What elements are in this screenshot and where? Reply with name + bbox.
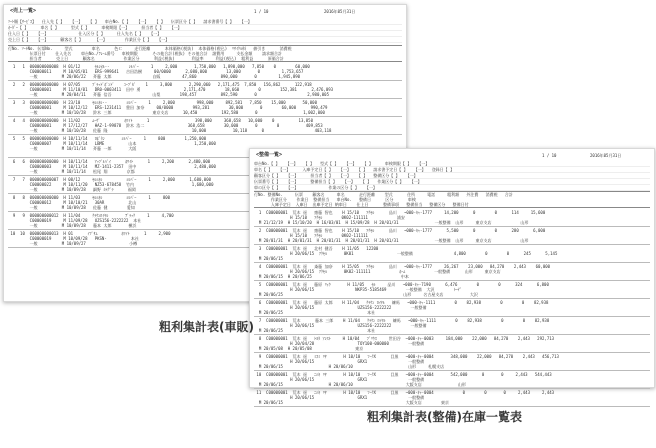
filter-field: 作業の区分【 】 bbox=[328, 185, 359, 190]
table-row bbox=[254, 281, 650, 299]
row-line: H 20/06/15 UZS156-2222222 一般整備 bbox=[254, 323, 427, 328]
row-line: 3 C00000001 荒木 遥 北村 健吾 H 11/05 12200 bbox=[254, 246, 388, 251]
row-line: C00000022 M 10/11/20 NZ53-678458 竹内 1,680,000 bbox=[8, 182, 214, 187]
filter-field: 【一】 bbox=[36, 31, 49, 36]
filter-field: 【一】 bbox=[278, 167, 291, 172]
row-line: H 20/06/15 GRX1 一般整備 bbox=[254, 377, 425, 382]
sales-report-caption: 粗利集計表(車販) bbox=[159, 320, 254, 334]
filter-field: 【 】 bbox=[360, 179, 372, 184]
filter-field: 【 】 bbox=[356, 173, 368, 178]
filter-field: 【一】 bbox=[169, 25, 182, 30]
filter-field: 【一】 bbox=[342, 179, 355, 184]
row-line: 4 C00000001 荒木 遥 斎藤 加奈 H 15/05 ｱｸｾﾙ 品川 ~000-ｷｬ-1777 26,267 23,000 84,270 2,443 60,000 bbox=[254, 264, 551, 269]
row-line: C00000001 M 10/12/12 ERS-1231411 豊田 加奈 00/0000 993,281 30,000 0 60,000 990,479 bbox=[8, 105, 328, 110]
filter-field: 請求書予定日【 】 bbox=[373, 167, 408, 172]
filter-row bbox=[8, 37, 402, 43]
filter-field: 【一】 bbox=[136, 19, 149, 24]
row-line: 9 9 000000000012 H 11/04 ｸﾗｳﾝﾛｲﾔﾙ ﾌﾞﾗｯｸ 1 4,700 bbox=[8, 213, 174, 218]
filter-field: 車台No.【 】 bbox=[254, 161, 280, 166]
row-line: 7 C00000001 荒木 藤本 三郎 H 11/04 ｸﾗｳﾝ ﾛｲﾔﾙ 練馬 ~000-ｷｬ-1111 0 82,938 0 0 82,938 bbox=[254, 318, 550, 323]
row-line: C00000012 M 10/10/21 30AR 北山 bbox=[8, 200, 137, 205]
service-report-date: 2016年05月31日 bbox=[590, 153, 622, 158]
row-line: H 20/06/15 UZS156-2222222 一般整備 bbox=[254, 305, 427, 310]
row-line: H 15/10 ｱｸｾﾙ 0K02-111111 bbox=[254, 233, 539, 238]
filter-field: 【一】 bbox=[409, 179, 422, 184]
row-line: C00000003 M 10/11/14 MZ-1411-2357 田中 2,480,000 bbox=[8, 164, 216, 169]
row-line: 1 1 000000000008 H 01/12 ｾﾙｼｵﾙ-- ｼﾙﾊﾞｰ 1 2,000 1,750,000 1,890,000 7,850 0 60,000 bbox=[8, 64, 310, 69]
row-line: C00000011 M 10/05/01 ERS-999641 吉田浩樹 00/0000 2,080,000 13,000 0 1,753,657 bbox=[8, 69, 304, 74]
row-line: 11 C00000001 荒木 遥 ﾆｼｷ ﾘｻ H 10/10 ﾏｰｸX 目黒 ~000-ｷｬ-0004 0 0 0 2,443 2,443 bbox=[254, 390, 555, 395]
service-report-caption: 粗利集計表(整備)在庫一覧表 bbox=[367, 410, 522, 424]
row-line: 8 8 000000000000 H 11/03 ｾﾙｼｵﾙ ｼﾙﾊﾞｰ 1 800 bbox=[8, 195, 171, 200]
row-line: 一般 M 10/10/28 鈴木 三郎 東京支店 10,450 192,580 0 1,002,000 bbox=[8, 110, 325, 115]
filter-field: 担当者【 】 bbox=[141, 25, 164, 30]
filter-field: 【一】 bbox=[36, 37, 49, 42]
row-line: 一般 M 10/09/28 細野 ｶﾒｸﾞﾗ 福岡 bbox=[8, 187, 136, 192]
row-line: 一般 M 20/06/22 斉藤 太郎 自販 47,860 890,000 0 1,945,890 bbox=[8, 74, 301, 79]
row-line: 1 C00000001 荒木 遥 齋藤 智也 H 15/10 ｱｸｾﾙ 品川 ~000-ｷｬ-1777 14,200 0 0 114 15,600 bbox=[254, 210, 546, 215]
service-report-title: <整備一覧> bbox=[256, 152, 283, 158]
filter-field: 【一】 bbox=[157, 37, 170, 42]
filter-field: 【 】 bbox=[154, 19, 165, 24]
filter-field: 仕入先名【 】 bbox=[116, 31, 144, 36]
row-line: 2 C00000001 荒木 遥 齋藤 智也 H 15/10 ｱｸｾﾙ 品川 ~000-ｷｬ-1777 5,500 0 0 280 6,000 bbox=[254, 228, 546, 233]
row-line: M 20/06/15 H 20/06/10 大阪支店 山形 bbox=[254, 382, 466, 387]
row-line: C00000007 M 10/11/14 LBME 山本 1,250,000 bbox=[8, 141, 216, 146]
row-line: 5 C00000001 荒木 遥 藤原 ﾘｭｳ H 11/05 ｾﾙ 品川 ~000-ｷｬ-7190 6,476 0 0 324 6,800 bbox=[254, 282, 549, 287]
row-line: H 20/06/15 ｱｸｾﾙ 0K01 一般整備 4,800 0 0 245 5,145 bbox=[254, 251, 558, 256]
row-line: M 20/05/08 H 20/05/08 東京 bbox=[254, 346, 364, 351]
sales-report-page-number: 1 / 10 bbox=[254, 9, 269, 14]
filter-field: 車検期限【一】 bbox=[101, 25, 130, 30]
filter-field: 【一】 bbox=[417, 161, 430, 166]
filter-field: 仕入先【 】 bbox=[42, 19, 65, 24]
filter-field: 型式【 】 bbox=[320, 161, 339, 166]
filter-field: 整備担当【 】 bbox=[310, 179, 337, 184]
filter-field: 【 】 bbox=[356, 167, 368, 172]
filter-field: 仕入区分【 】 bbox=[78, 31, 105, 36]
table-row bbox=[254, 299, 650, 317]
column-header-line: 作業区分 作業日 整備担当 車台No. 整備日 区分 車検 bbox=[254, 197, 508, 202]
row-line: M 20/06/15 bbox=[254, 256, 283, 261]
filter-field: 伝票区分【 】 bbox=[170, 19, 198, 24]
filter-field: 【一】 bbox=[286, 173, 299, 178]
row-line: M 20/06/15 H 20/06/25 中本 bbox=[254, 274, 409, 279]
table-row bbox=[254, 227, 650, 245]
row-line: 一般 M 10/11/14 斉藤 一郎 大阪 bbox=[8, 146, 156, 151]
row-line: M 20/06/25 山形 名古屋支店 大沢 bbox=[254, 292, 478, 297]
filter-field: 入庫予定日【 】 bbox=[302, 167, 333, 172]
row-line: H 20/04/28 TOY100-000000 一般整備 bbox=[254, 341, 425, 346]
row-line: M 20/06/25 本社 bbox=[254, 328, 376, 333]
table-row bbox=[254, 245, 650, 263]
filter-field: 【一】 bbox=[338, 167, 351, 172]
service-report-sheet bbox=[249, 148, 655, 405]
filter-field: ｵｰﾀﾞｰ【 】 bbox=[8, 25, 29, 30]
row-line: H 20/06/15 ｱｸｾﾙ 0K02-111111 ﾎｰﾑ 一般整備 山形 東京支店 bbox=[254, 269, 501, 274]
column-header-line: 行No. 整備No. 伝票 顧客名 車名 走行距離 型式 住所 電話 粗利額 外注費 消費税 合計 bbox=[254, 192, 513, 197]
table-row bbox=[254, 209, 650, 227]
filter-field: 【一】 bbox=[285, 161, 298, 166]
filter-field: 車検期限【 】 bbox=[384, 161, 412, 166]
filter-field: 車名【 】 bbox=[40, 25, 59, 30]
filter-field: 型式【 】 bbox=[70, 25, 90, 30]
service-report-page-number: 1 / 10 bbox=[542, 153, 557, 158]
table-row bbox=[8, 117, 402, 135]
row-line: M 20/01/31 H 20/01/31 H 20/01/31 H 20/01/31 H 20/01/31 一般整備 山形 東京支店 山形 bbox=[254, 238, 529, 243]
filter-field: 登録日【 】 bbox=[431, 167, 455, 172]
row-line: M 20/06/25 本社 bbox=[254, 310, 376, 315]
filter-field: 【一】 bbox=[94, 37, 107, 42]
filter-field: 売上日【 】 bbox=[8, 37, 31, 42]
row-line: M 20/06/15 H 20/06/10 山形 札幌支店 bbox=[254, 364, 445, 369]
filter-field: 請求書番号【 】 bbox=[203, 19, 234, 24]
row-line: 8 C00000001 荒木 遥 ﾄﾖﾀ ｱｼｽﾄ H 10/04 ﾌﾟﾘｳｽ 世田谷 ~000-ｷｬ-0003 184,000 22,000 84,270 2,443 292,713 bbox=[254, 336, 555, 341]
filter-field: 【 】 bbox=[362, 161, 373, 166]
service-report-records bbox=[254, 209, 650, 407]
row-line: C00000019 M 10/09/28 PKSN- 本社 bbox=[8, 236, 139, 241]
sales-report-filter-header bbox=[8, 19, 402, 43]
service-report-filter-header bbox=[254, 161, 650, 191]
row-line: 6 6 000000000000 H 10/11/14 ｱｯﾌﾟﾙﾊﾟｲ ﾎﾜｲﾄ 1 2,200 2,480,000 bbox=[8, 159, 211, 164]
table-row bbox=[254, 263, 650, 281]
row-line: 4 4 000000000000 H 11/02 ﾑｰｳﾞ ﾎﾜｲﾄ 1 398,000 368,658 10,000 0 13,850 bbox=[8, 118, 313, 123]
filter-field: 車台No.【 】 bbox=[104, 19, 131, 24]
table-row bbox=[254, 335, 650, 353]
filter-field: 作業区分【 】 bbox=[377, 179, 404, 184]
column-header-line: 伝票日付 仕入先名 車台No./ﾌﾚｰﾑ番号 車検期限 その他合計(税抜) その他合計 諸費用 支払金額 請求額合計 bbox=[8, 51, 282, 56]
row-line: 一般 M 20/04/11 斉藤 信吾 山梨 198,457 892,590 0 2,980,005 bbox=[8, 92, 329, 97]
row-line: H 15/10 ｱｸｾﾙ 0K02-111111 浦安 bbox=[254, 215, 535, 220]
column-header-line: 担当者 売上日 顧客名 作業区分 利益(税抜) 利益率 利益(税込) 粗利益 原価合計 bbox=[8, 56, 284, 61]
filter-field: 整備区分【 】 bbox=[373, 173, 400, 178]
table-row bbox=[8, 63, 402, 81]
sales-report-date: 2016年05月31日 bbox=[324, 9, 356, 14]
row-line: 7 7 000000000007 H 08/12 ｾﾙｼｵﾙ ｼﾙﾊﾞｰ 1 2,000 1,680,000 bbox=[8, 177, 212, 182]
filter-field: 【一】 bbox=[413, 167, 426, 172]
row-line: C00000019 M 11/09/28 UZS156-2222222 本社 bbox=[8, 218, 142, 223]
row-line: 10 10 000000000013 H 01 ｲﾌﾟｻﾑ ﾎﾜｲﾄ 1 2,900 bbox=[8, 231, 171, 236]
row-line: 3 3 000000000000 H 23/10 ｾﾙｼｵﾙ-- ｼﾙﾊﾞｰ 1 2,000 998,000 892,581 7,850 15,000 50,000 bbox=[8, 100, 317, 105]
table-row bbox=[8, 81, 402, 99]
filter-field: 【一】 bbox=[149, 31, 162, 36]
filter-field: 【 】 bbox=[303, 161, 315, 166]
filter-field: 車の区分【 】 bbox=[254, 185, 281, 190]
filter-field: 【一】 bbox=[286, 179, 299, 184]
filter-field: 【一】 bbox=[70, 19, 83, 24]
filter-field: 作業区分【 】 bbox=[124, 37, 152, 42]
table-row bbox=[254, 389, 650, 407]
filter-field: 車名【 】 bbox=[254, 167, 273, 172]
row-line: M 20/06/15 大阪支店 東京 bbox=[254, 400, 449, 405]
table-row bbox=[254, 317, 650, 335]
filter-field: 【一】 bbox=[239, 19, 252, 24]
filter-field: 【一】 bbox=[364, 185, 377, 190]
row-line: H 20/06/15 NKP35-5185469 一般整備 大沢 ﾄｰﾃﾞ bbox=[254, 287, 477, 292]
service-report-column-header bbox=[254, 191, 650, 208]
row-line: C00000001 M 11/10/01 DR0-0003411 田中 勇 2,171,470 18,660 0 152,381 2,476,093 bbox=[8, 87, 334, 92]
filter-field: 顧客名【 】 bbox=[60, 37, 83, 42]
filter-field: 【一】 bbox=[405, 173, 418, 178]
table-row bbox=[254, 371, 650, 389]
filter-field: 仕入日【 】 bbox=[8, 31, 31, 36]
filter-field: 【一】 bbox=[338, 173, 351, 178]
filter-field: 【一】 bbox=[286, 185, 299, 190]
sales-report-column-header bbox=[8, 45, 402, 62]
column-header-line: 入庫予定日 入庫日 出庫予定日 納車日 仕上日 整備事項 整備担当 整備区分 整備日付 bbox=[254, 202, 469, 207]
row-line: H 20/06/15 GRX1 一般整備 bbox=[254, 359, 425, 364]
filter-field: 【一】 bbox=[344, 161, 357, 166]
filter-field: 担当者【 】 bbox=[310, 173, 333, 178]
row-line: 一般 M 10/10/28 佐藤 隆 10,000 10,118 0 403,118 bbox=[8, 128, 332, 133]
row-line: 2 2 000000000000 H 07/05 ﾌﾞﾗｯﾄﾞﾎﾞﾝﾄﾞ ﾕｰﾌﾞｶﾞ 1 3,800 2,290,060 2,171,475 7,850 156,862 122,918 bbox=[8, 82, 312, 87]
row-line: C00000001 M 17/12/27 HAZ-1-99878 鈴木 浩二 368,658 30,000 0 0 409,853 bbox=[8, 123, 323, 128]
table-row bbox=[254, 353, 650, 371]
filter-field: 【 】 bbox=[88, 19, 99, 24]
column-header-line: 行No. ｿｰﾄNo. 伝票No. 型式 車名 色Ｃ 走行距離 本体価格(税抜) 本体価格(税込) ﾘｻｲｸﾙ料 値引き 消費税 bbox=[8, 46, 292, 51]
table-row bbox=[8, 99, 402, 117]
row-line: 一般 M 10/11/14 松尾 翔 京都 bbox=[8, 169, 135, 174]
row-line: 一般 M 10/09/28 佐藤 健 愛知 bbox=[8, 205, 135, 210]
row-line: 6 C00000001 荒木 遥 藤原 太郎 H 11/04 ｸﾗｳﾝ ﾛｲﾔﾙ 練馬 ~000-ｷｬ-1111 0 82,938 0 0 82,938 bbox=[254, 300, 549, 305]
row-line: H 20/06/15 GRX1 一般整備 bbox=[254, 395, 425, 400]
row-line: M 21/12/19 H 15/10/20 H 16/03/01 H 15/09/28 H 20/01/31 一般整備 山形 東京支店 山形 bbox=[254, 220, 529, 225]
filter-field: 顧客区分【 】 bbox=[254, 173, 281, 178]
row-line: 10 C00000001 荒木 遥 ﾆｼｷ ﾘｻ H 10/10 ﾏｰｸX 目黒 ~000-ｷｬ-0004 542,000 0 0 2,443 544,443 bbox=[254, 372, 552, 377]
row-line: 9 C00000001 荒木 遥 ﾐｽﾐ ﾘｻ H 10/10 ﾏｰｸX 目黒 ~000-ｷｬ-0004 348,000 22,000 84,270 2,443 456,713 bbox=[254, 354, 559, 359]
sales-report-title: <売上一覧> bbox=[10, 8, 37, 14]
filter-field: 伝票番号【 】 bbox=[254, 179, 281, 184]
filter-field: ｿｰﾄ順【ｻｰﾋﾞｽ】 bbox=[8, 19, 36, 24]
row-line: 一般 M 10/09/28 藤本 太郎 横浜 bbox=[8, 223, 137, 228]
row-line: 一般 M 10/09/27 小樽 bbox=[8, 241, 138, 246]
row-line: 5 5 000000000000 H 10/11/14 ﾛﾎﾞﾀﾝ ｼﾙﾊﾞｰ 1 800 1,250,000 bbox=[8, 136, 207, 141]
